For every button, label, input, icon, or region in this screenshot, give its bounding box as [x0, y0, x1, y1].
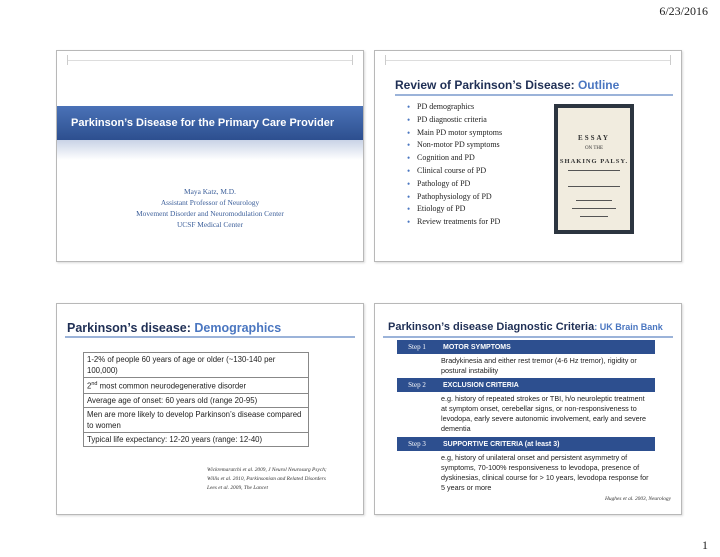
- step-label: Step 3: [397, 437, 437, 451]
- presenter-credits: [57, 186, 363, 230]
- list-item: • Non-motor PD symptoms: [417, 139, 502, 152]
- presenter-name: Maya Katz, M.D.: [184, 187, 236, 196]
- criteria-body: e.g, history of unilateral onset and persistent asymmetry of symptoms, 70-100% responsiveness to levodopa, presence of dyskinesias, clinical course for > 10 years, levodopa response for 5 years or more: [441, 453, 649, 492]
- book-title-line: ESSAY: [578, 134, 610, 142]
- heading-rule: [65, 336, 355, 338]
- book-page: [558, 108, 630, 230]
- slide-heading: Review of Parkinson’s Disease: Outline: [395, 78, 620, 92]
- table-row: Typical life expectancy: 12-20 years (range: 12-40): [83, 433, 309, 447]
- reference-line: Willis et al. 2010, Parkinsonism and Related Disorders: [207, 476, 326, 482]
- step-label: Step 2: [397, 378, 437, 392]
- slide-demographics: [56, 303, 364, 515]
- criteria-heading: EXCLUSION CRITERIA: [437, 378, 655, 392]
- slide-diagnostic-criteria: [374, 303, 682, 515]
- slide-notch: [67, 60, 353, 61]
- list-item: • Main PD motor symptoms: [417, 127, 502, 140]
- presenter-institution: UCSF Medical Center: [176, 220, 244, 229]
- criteria-body: Bradykinesia and either rest tremor (4-6 Hz tremor), rigidity or postural instability: [441, 356, 637, 375]
- slide-outline: [374, 50, 682, 262]
- reference-line: Lees et al. 2009, The Lancet: [207, 485, 268, 491]
- criteria-heading: MOTOR SYMPTOMS: [437, 340, 655, 354]
- reference-line: Wickremaratchi et al. 2009, J Neurol Neurosurg Psych;: [207, 467, 327, 473]
- book-rule: [576, 200, 612, 201]
- outline-list: [417, 101, 502, 229]
- reference-line: Hughes et al. 2003, Neurology: [605, 496, 671, 502]
- list-item: • Etiology of PD: [417, 203, 502, 216]
- title-gradient: [57, 140, 363, 160]
- book-rule: [568, 186, 620, 187]
- page-number: 1: [702, 538, 708, 552]
- slide-title: [56, 50, 364, 262]
- book-rule: [572, 208, 616, 209]
- demographics-table: [83, 352, 309, 447]
- slide-title-text: Parkinson’s Disease for the Primary Care Provider: [57, 106, 363, 140]
- presenter-position: Assistant Professor of Neurology: [160, 198, 260, 207]
- list-item: • PD demographics: [417, 101, 502, 114]
- slide-heading: Parkinson’s disease: Demographics: [67, 321, 282, 335]
- list-item: • PD diagnostic criteria: [417, 114, 502, 127]
- references: [207, 466, 327, 493]
- list-item: • Pathophysiology of PD: [417, 191, 502, 204]
- book-title-line: ON THE: [584, 146, 604, 151]
- table-row: Men are more likely to develop Parkinson’s disease compared to women: [83, 408, 309, 433]
- page-date: 6/23/2016: [659, 4, 708, 18]
- step-label: Step 1: [397, 340, 437, 354]
- book-title-line: SHAKING PALSY.: [559, 158, 629, 165]
- book-cover-image: [554, 104, 634, 234]
- slide-heading: Parkinson’s disease Diagnostic Criteria: UK Brain Bank: [388, 321, 663, 333]
- list-item: • Pathology of PD: [417, 178, 502, 191]
- heading-rule: [395, 94, 673, 96]
- table-row: 2nd most common neurodegenerative disorder: [83, 378, 309, 394]
- presenter-department: Movement Disorder and Neuromodulation Center: [136, 209, 284, 218]
- list-item: • Review treatments for PD: [417, 216, 502, 229]
- criteria-heading: SUPPORTIVE CRITERIA (at least 3): [437, 437, 655, 451]
- criteria-body: e.g. history of repeated strokes or TBI, h/o neuroleptic treatment at symptom onset, cerebellar signs, or non-responsiveness to levodopa, early severe autonomic involvement, early and severe dementia: [441, 394, 646, 433]
- table-row: Average age of onset: 60 years old (range 20-95): [83, 394, 309, 408]
- slide-notch: [385, 60, 671, 61]
- list-item: • Cognition and PD: [417, 152, 502, 165]
- table-row: 1-2% of people 60 years of age or older (~130-140 per 100,000): [83, 352, 309, 378]
- heading-rule: [383, 336, 673, 338]
- book-rule: [568, 170, 620, 171]
- book-rule: [580, 216, 608, 217]
- list-item: • Clinical course of PD: [417, 165, 502, 178]
